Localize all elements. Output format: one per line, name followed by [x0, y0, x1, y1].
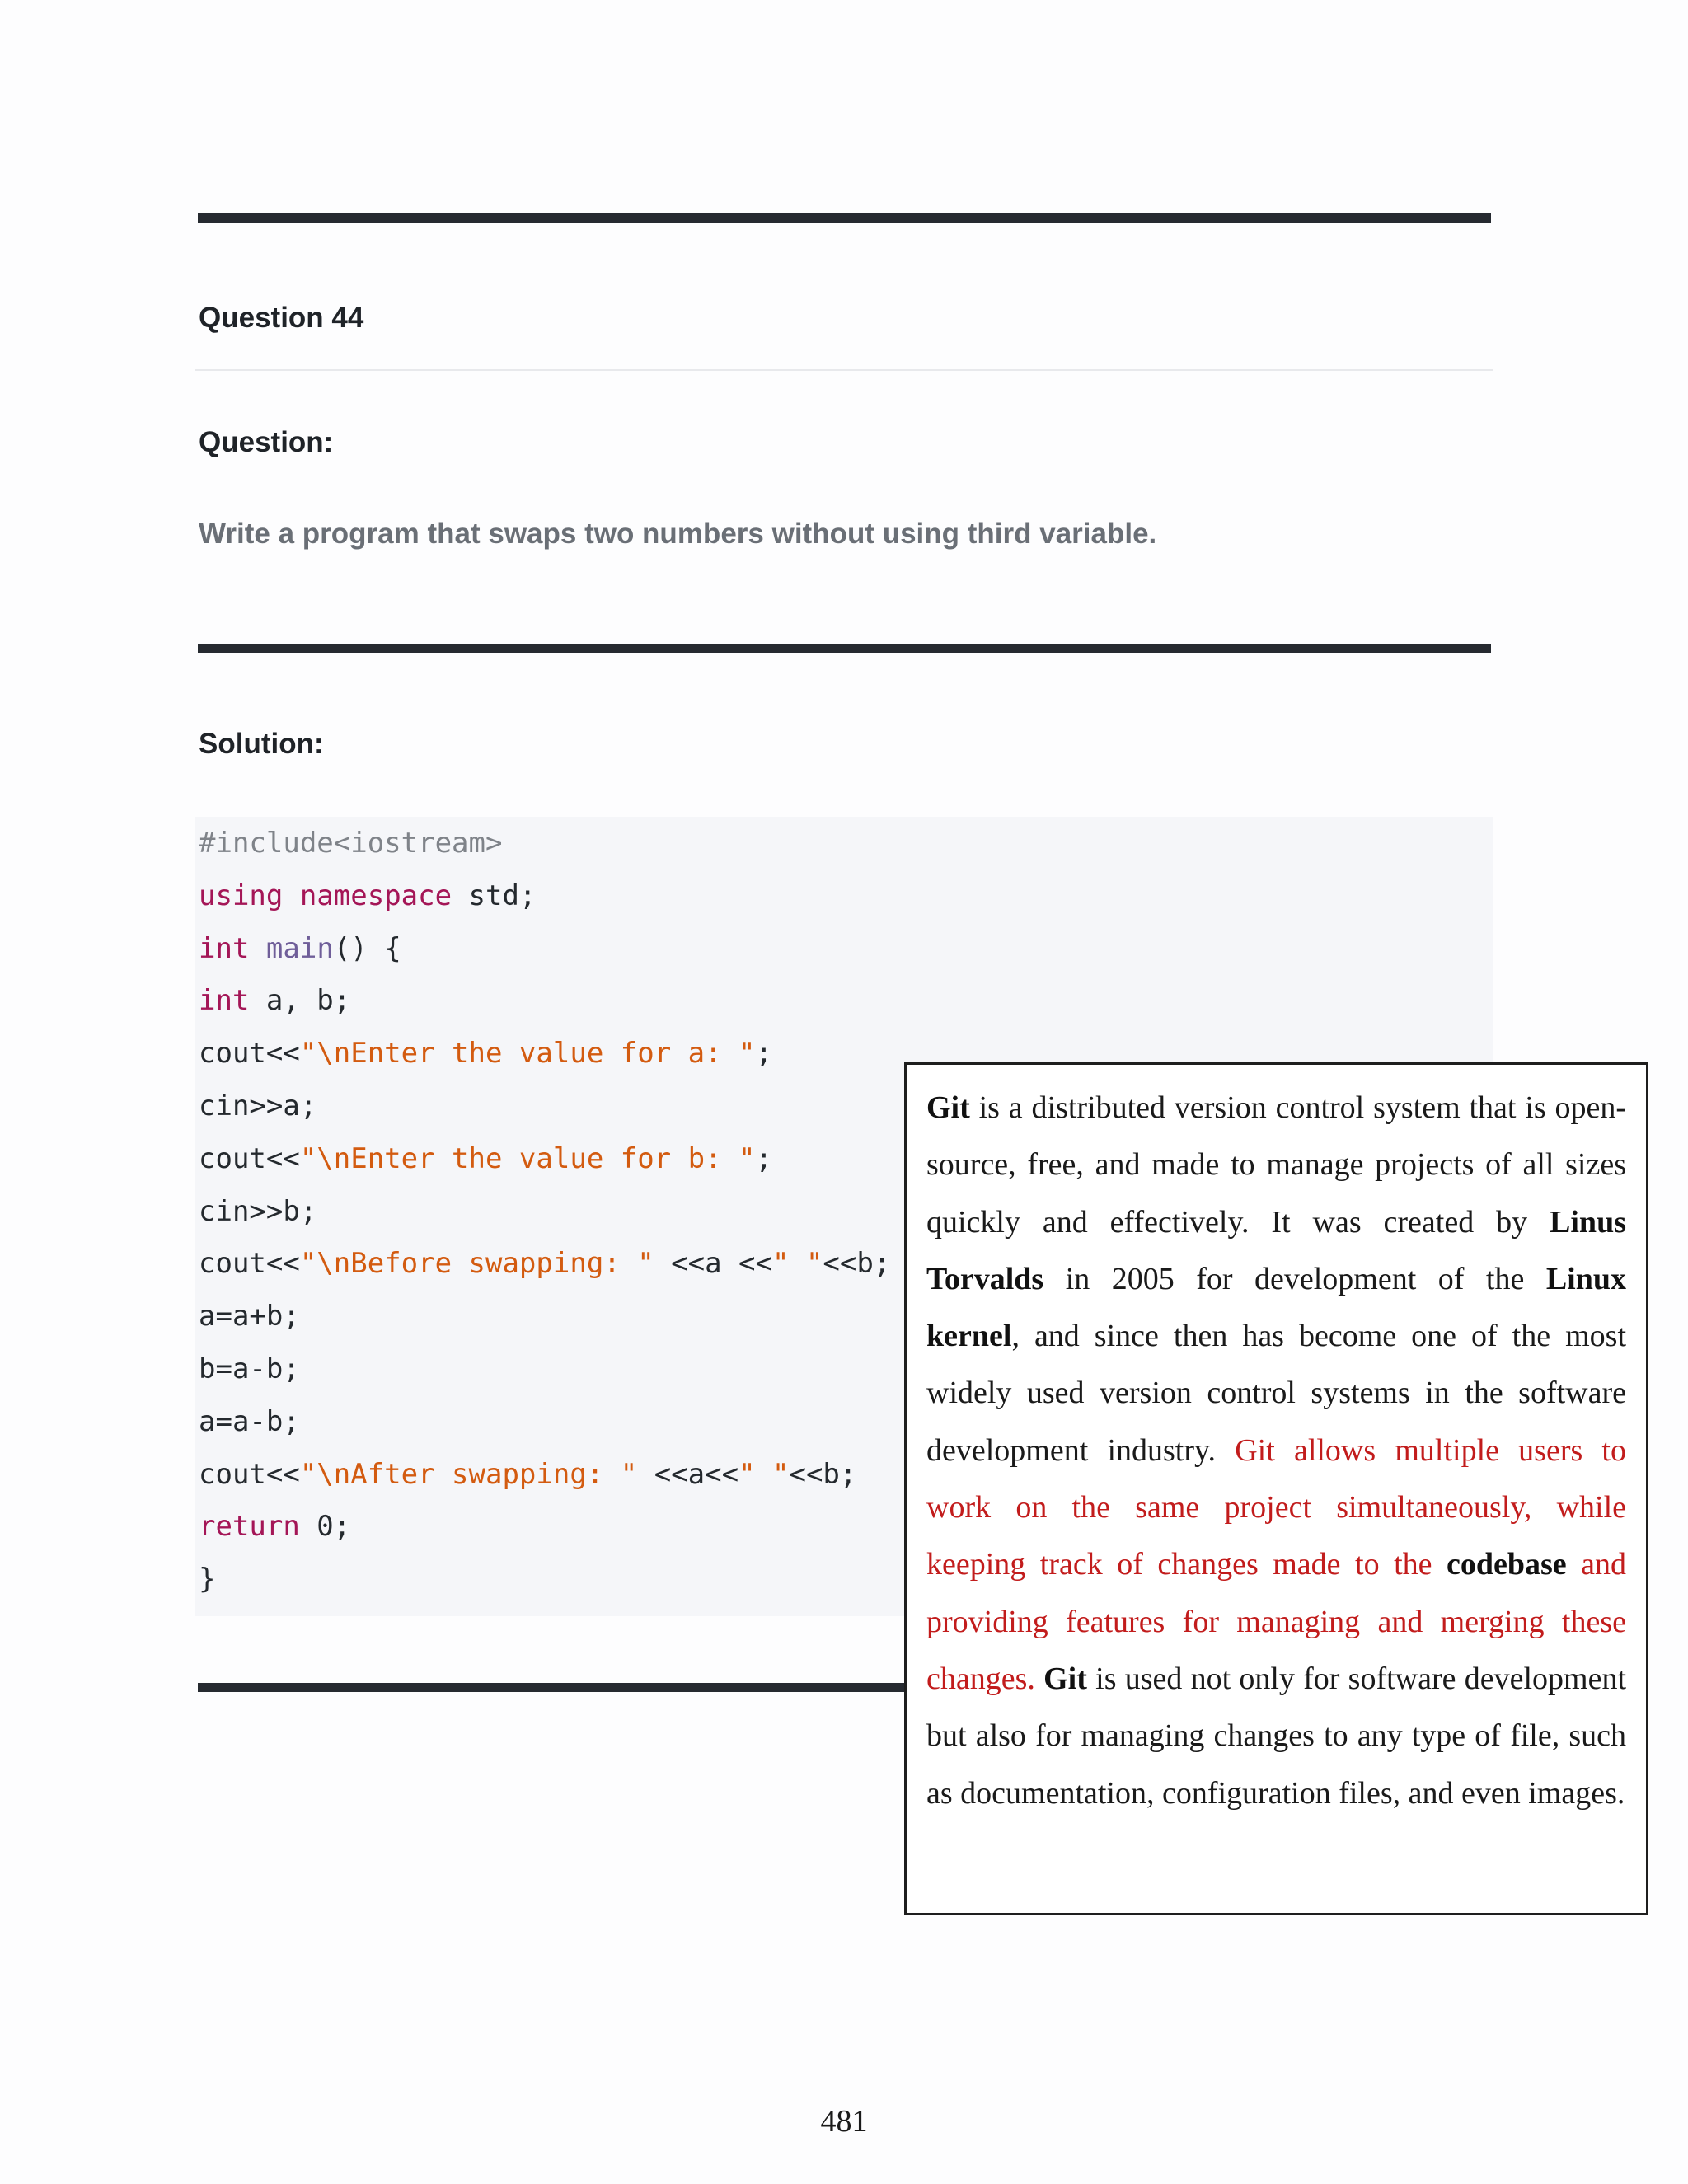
code-token: cout<<	[199, 1141, 300, 1175]
code-token: namespace	[299, 879, 452, 912]
code-token: "\nEnter the value for a: "	[299, 1037, 756, 1071]
code-token: 0;	[299, 1510, 351, 1544]
code-token: int	[199, 984, 250, 1018]
code-token: <<b;	[789, 1457, 857, 1491]
code-line	[199, 1290, 300, 1343]
question-divider	[195, 369, 1493, 371]
code-token: cout<<	[199, 1247, 300, 1281]
code-token: #include<iostream>	[199, 827, 503, 860]
code-token: <<a<<	[637, 1457, 739, 1491]
callout-git-term: Git	[926, 1090, 970, 1125]
code-token: "\nBefore swapping: "	[299, 1247, 654, 1281]
code-token: "\nAfter swapping: "	[299, 1457, 638, 1491]
code-line	[199, 1237, 890, 1290]
git-callout-box	[904, 1062, 1648, 1915]
code-token: a=a-b;	[199, 1404, 300, 1438]
code-token: main	[265, 931, 334, 965]
callout-highlight-text: Git allows multiple users to work on the same project simultaneously, while keeping track of changes made to the	[926, 1432, 1626, 1582]
middle-rule	[198, 644, 1491, 653]
code-token: cin>>b;	[199, 1194, 317, 1228]
code-line	[199, 1500, 350, 1553]
top-rule	[198, 213, 1491, 223]
code-line	[199, 1343, 300, 1395]
code-line	[199, 869, 536, 922]
code-token: ;	[755, 1141, 772, 1175]
code-token: ;	[755, 1037, 772, 1071]
code-token: return	[199, 1510, 300, 1544]
callout-highlight-text: and providing features for managing and merging these changes.	[926, 1547, 1626, 1696]
code-line	[199, 922, 401, 975]
code-line	[199, 1395, 300, 1448]
callout-codebase: codebase	[1446, 1547, 1567, 1582]
code-token: int	[199, 931, 250, 965]
code-token	[283, 879, 299, 912]
question-text: Write a program that swaps two numbers without using third variable.	[199, 518, 1157, 550]
callout-text: is a distributed version control system that is open-source, free, and made to manage projects of all sizes quickly and effectively. It was created by	[926, 1090, 1626, 1240]
callout-text: , and since then has become one of the most widely used version control systems in the software development industry.	[926, 1319, 1626, 1468]
code-token: a=a+b;	[199, 1300, 300, 1333]
callout-linus-torvalds: Linus Torvalds	[926, 1204, 1626, 1296]
code-token: cin>>a;	[199, 1090, 317, 1122]
code-token: " "	[772, 1247, 823, 1281]
code-token: () {	[333, 931, 401, 965]
code-line	[199, 1448, 856, 1501]
code-line	[199, 817, 502, 869]
code-token: using	[199, 879, 284, 912]
code-line	[199, 1185, 316, 1238]
callout-text	[1035, 1661, 1043, 1696]
code-token: std;	[452, 879, 537, 912]
callout-text: is used not only for software development but also for managing changes to any type of file, such as documentation, configuration files, and even images.	[926, 1661, 1627, 1811]
code-line	[199, 974, 350, 1027]
callout-text: in 2005 for development of the	[1043, 1261, 1546, 1296]
code-token: <<b;	[823, 1247, 891, 1281]
code-token: <<a <<	[654, 1247, 772, 1281]
page-number: 481	[820, 2104, 868, 2139]
question-label: Question:	[199, 426, 334, 458]
question-number: Question 44	[199, 302, 364, 334]
callout-git-term: Git	[1043, 1661, 1087, 1696]
code-token: a, b;	[249, 984, 351, 1018]
code-line	[199, 1080, 316, 1132]
callout-linux-kernel: Linux kernel	[926, 1261, 1626, 1354]
code-token	[249, 932, 265, 965]
code-line	[199, 1027, 772, 1080]
code-token: "\nEnter the value for b: "	[299, 1141, 756, 1175]
code-token: cout<<	[199, 1037, 300, 1071]
code-token: " "	[738, 1457, 790, 1491]
code-token: cout<<	[199, 1457, 300, 1491]
code-token: b=a-b;	[199, 1352, 300, 1385]
code-token: }	[199, 1563, 216, 1596]
solution-label: Solution:	[199, 728, 324, 760]
code-line	[199, 1132, 772, 1185]
code-line	[199, 1553, 215, 1605]
